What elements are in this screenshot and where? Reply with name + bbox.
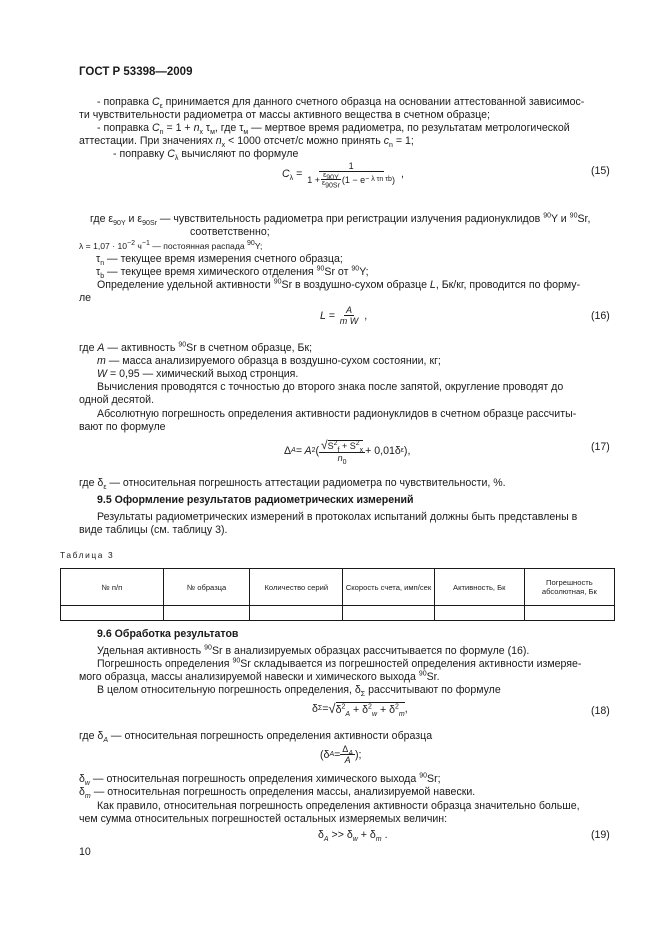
- paragraph-specific-activity-line2: ле: [79, 292, 92, 304]
- definition-delta-eps: где $\delta_\varepsilon$ — относительная погрешность аттестации радиометра по чувствительности, %.: [79, 477, 506, 492]
- paragraph-precision-line1: Вычисления проводятся с точностью до второго знака после запятой, округление проводят до: [97, 381, 564, 393]
- table-cell: [61, 606, 164, 621]
- section-9-6-line2: Погрешность определения $^{90}$Sr складывается из погрешностей определения активности измеряе-: [97, 657, 582, 670]
- table-header-cell: Погрешность абсолютная, Бк: [524, 569, 614, 606]
- definition-tau-b: $\tau_b$ — текущее время химического отделения $^{90}$Sr от $^{90}$Y;: [96, 265, 369, 281]
- paragraph-precision-line2: одной десятой.: [79, 394, 155, 406]
- definition-a: где A — активность $^{90}$Sr в счетном образце, Бк;: [79, 341, 313, 354]
- results-table: [60, 568, 615, 621]
- definition-tau-n: $\tau_n$ — текущее время измерения счетного образца;: [96, 253, 343, 268]
- table-header-cell: Количество серий: [250, 569, 343, 606]
- paragraph-specific-activity-line1: Определение удельной активности $^{90}$Sr в воздушно-сухом образце L, Бк/кг, проводится по форму-: [97, 278, 581, 291]
- section-9-6-line1: Удельная активность $^{90}$Sr в анализируемых образцах рассчитывается по формуле (16).: [97, 644, 530, 657]
- paragraph-abs-error-line2: вают по формуле: [79, 421, 166, 433]
- table-header-row: [61, 569, 615, 606]
- formula-16: L = $\frac{A}{\text{m W}}$ ,: [320, 305, 368, 326]
- definition-w: W = 0,95 — химический выход стронция.: [97, 368, 299, 380]
- page-number: 10: [79, 846, 91, 858]
- section-9-6-title: 9.6 Обработка результатов: [97, 628, 239, 640]
- formula-17: Δ A = A 2 ( $\frac{√S^2_f + S^2_x}{n_0}$ + 0,01δ ε ),: [284, 438, 411, 466]
- paragraph-c-eps-line1: - поправка $C_\varepsilon$ принимается для данного счетного образца на основании аттестованной зависимос-: [97, 96, 585, 111]
- section-9-6-line3: мого образца, массы анализируемой навески и химического выхода $^{90}$Sr.: [79, 670, 440, 683]
- section-9-6-line4: В целом относительную погрешность определения, $\delta_\Sigma$ рассчитывают по формуле: [97, 684, 501, 699]
- table-header-cell: Скорость счета, имп/сек: [343, 569, 435, 606]
- definition-delta-w: $\delta_w$ — относительная погрешность определения химического выхода $^{90}$Sr;: [79, 772, 441, 788]
- paragraph-c-lambda: - поправку $C_\lambda$ вычисляют по формуле: [113, 148, 299, 163]
- section-9-5-title: 9.5 Оформление результатов радиометрических измерений: [97, 494, 414, 506]
- table-cell: [163, 606, 250, 621]
- definition-delta-m: $\delta_m$ — относительная погрешность определения массы, анализируемой навески.: [79, 786, 476, 801]
- definition-lambda: $\lambda = 1,07 \cdot 10^{-2}$ $ч^{-1}$ — постоянная распада $^{90}$Y;: [79, 240, 263, 251]
- table-header-cell: № образца: [163, 569, 250, 606]
- table-cell: [524, 606, 614, 621]
- equation-number-17: (17): [591, 441, 610, 453]
- table-header-cell: № п/п: [61, 569, 164, 606]
- table-cell: [250, 606, 343, 621]
- table-header-cell: Активность, Бк: [434, 569, 524, 606]
- paragraph-conclusion-line2: чем сумма относительных погрешностей остальных измеряемых величин:: [79, 813, 448, 825]
- formula-19: $\delta_A >> \delta_w + \delta_m$ .: [318, 829, 388, 844]
- definition-delta-a-formula: (δ A = $\frac{\Delta_A}{A}$ );: [320, 744, 362, 765]
- equation-number-19: (19): [591, 829, 610, 841]
- paragraph-c-eps-line2: ти чувствительности радиометра от массы активного вещества в счетном образце;: [79, 109, 490, 121]
- table-caption: Таблица 3: [60, 550, 115, 560]
- section-9-5-line2: виде таблицы (см. таблицу 3).: [79, 524, 228, 536]
- paragraph-conclusion-line1: Как правило, относительная погрешность определения активности образца значительно больше,: [97, 800, 580, 812]
- table-row: [61, 606, 615, 621]
- definition-epsilon: где $\varepsilon_{90Y}$ и $\varepsilon_{90Sr}$ — чувствительность радиометра при регистрации излучения радионуклидов $^{90}$Y и $^{90}$Sr,: [90, 212, 591, 228]
- table-cell: [434, 606, 524, 621]
- equation-number-16: (16): [591, 310, 610, 322]
- equation-number-15: (15): [591, 165, 610, 177]
- section-9-5-line1: Результаты радиометрических измерений в протоколах испытаний должны быть представлены в: [97, 511, 578, 523]
- formula-18: δ Σ = √ $\delta^2_A + \delta^2_w + \delta^2_m$ ,: [312, 701, 408, 718]
- definition-m: m — масса анализируемого образца в воздушно-сухом состоянии, кг;: [97, 355, 441, 367]
- equation-number-18: (18): [591, 705, 610, 717]
- table-cell: [343, 606, 435, 621]
- definition-delta-a: где $\delta_A$ — относительная погрешность определения активности образца: [79, 730, 433, 745]
- formula-15: $C_\lambda$ = 1 1 + $\frac{\varepsilon 90Y}{\varepsilon 90Sr}$ (1 − e − λ τn τb ) ,: [282, 161, 404, 190]
- document-header: ГОСТ Р 53398—2009: [79, 66, 193, 78]
- paragraph-cn-line2: аттестации. При значениях $n_x < 1000$ отсчет/с можно принять $c_n = 1$;: [79, 135, 414, 150]
- paragraph-abs-error-line1: Абсолютную погрешность определения активности радионуклидов в счетном образце рассчиты-: [97, 408, 577, 420]
- paragraph-cn-line1: - поправка $C_n = 1 + n_x$ $\tau_м$, где $\tau_м$ — мертвое время радиометра, по результатам метрологической: [97, 122, 570, 137]
- definition-epsilon-cont: соответственно;: [190, 226, 270, 238]
